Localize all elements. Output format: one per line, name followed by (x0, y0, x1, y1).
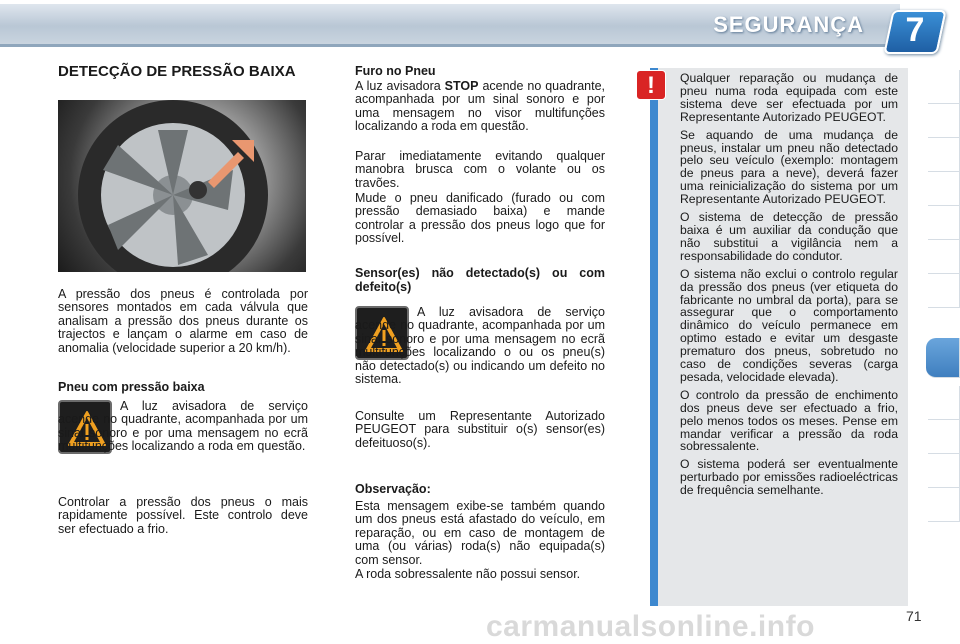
notice-paragraph: O sistema não exclui o controlo regular da pressão dos pneus (ver etiqueta do fabricante no umbral da porta), para se assegurar que o comportamento dinâmico do veículo permanece em optimo estado e evitar um desgaste prematuro dos pneus, sobretudo no caso de condições severas (carga pesada, velocidade elevada). (680, 266, 898, 384)
low-pressure-text-2: Controlar a pressão dos pneus o mais rapidamente possível. Este controlo deve ser efectuado a frio. (58, 495, 308, 536)
notice-paragraph: O sistema poderá ser eventualmente perturbado por emissões radioeléctricas de frequência semelhante. (680, 457, 898, 498)
chapter-tab[interactable] (928, 488, 960, 522)
chapter-tab[interactable] (928, 104, 960, 138)
flat-tyre-text-1-post: acende no quadrante, acompanhada por um sinal sonoro e por uma mensagem no visor multifunções localizando a roda em questão. (355, 79, 606, 134)
watermark: carmanualsonline.info (486, 610, 815, 643)
notice-paragraph: Se aquando de uma mudança de pneus, instalar um pneu não detectado pelo seu veículo (exemplo: montagem de pneus para a neve), deverá fazer uma reinicialização do sistema por um Representante Autorizado PEUGEOT. (680, 127, 898, 207)
sensor-text-1: A luz avisadora de serviço acende no quadrante, acompanhada por um sinal sonoro e por uma mensagem no ecrã multifunções localizando o ou os pneu(s) não detectado(s) ou indicando um defeito no sistema. (355, 305, 605, 387)
low-pressure-text-1: A luz avisadora de serviço acende no quadrante, acompanhada por um sinal sonoro e por uma mensagem no ecrã multifunções localizando a roda em questão. (58, 399, 308, 454)
note-text-2: A roda sobressalente não possui sensor. (355, 567, 581, 581)
notice-text (680, 72, 898, 502)
note-text-1: Esta mensagem exibe-se também quando um dos pneus está afastado do veículo, em reparação, ou em caso de montagem de uma (ou várias) roda(s) não equipada(s) com sensor. (355, 499, 605, 567)
stop-label: STOP (444, 79, 479, 93)
flat-tyre-text-3: Mude o pneu danificado (furado ou com pressão demasiado baixa) e mande controlar a pressão dos pneus logo que for possível. (355, 191, 605, 246)
page-header (0, 0, 960, 48)
wheel-illustration (58, 100, 306, 272)
header-stripe (0, 44, 900, 47)
section-title: SEGURANÇA (713, 12, 864, 37)
flat-tyre-text-1-pre: A luz avisadora (355, 79, 441, 93)
chapter-tab[interactable] (928, 70, 960, 104)
note-heading: Observação: (355, 482, 431, 496)
exclamation-icon: ! (636, 70, 666, 100)
page-number: 71 (906, 608, 922, 624)
chapter-tab[interactable] (928, 274, 960, 308)
chapter-tab[interactable] (928, 240, 960, 274)
sensor-heading: Sensor(es) não detectado(s) ou com defeito(s) (355, 266, 605, 294)
chapter-tab[interactable] (928, 206, 960, 240)
low-pressure-heading: Pneu com pressão baixa (58, 380, 205, 394)
chapter-tab[interactable] (928, 138, 960, 172)
notice-paragraph: Qualquer reparação ou mudança de pneu numa roda equipada com este sistema deve ser efectuada por um Representante Autorizado PEUGEOT. (680, 71, 898, 124)
flat-tyre-text-1 (355, 80, 605, 134)
chapter-tabs (928, 70, 960, 550)
tyre-valve-photo (58, 100, 306, 272)
chapter-tab[interactable] (928, 386, 960, 420)
flat-tyre-heading: Furo no Pneu (355, 64, 436, 78)
notice-paragraph: O sistema de detecção de pressão baixa é um auxiliar da condução que não substitui a vigilância nem a responsabilidade do condutor. (680, 210, 898, 263)
chapter-tab[interactable] (928, 454, 960, 488)
sensor-text-2: Consulte um Representante Autorizado PEUGEOT para substituir o(s) sensor(es) defeituoso(s). (355, 409, 605, 450)
notice-paragraph: O controlo da pressão de enchimento dos pneus deve ser efectuado a frio, pelo menos todos os meses. Pense em mandar verificar a pressão da roda sobressalente. (680, 387, 898, 454)
page-title: DETECÇÃO DE PRESSÃO BAIXA (58, 63, 296, 80)
chapter-tab-active[interactable] (926, 338, 960, 378)
chapter-tab[interactable] (928, 172, 960, 206)
chapter-number: 7 (905, 11, 925, 49)
chapter-tab[interactable] (928, 420, 960, 454)
intro-paragraph: A pressão dos pneus é controlada por sensores montados em cada válvula que analisam a pressão dos pneus durante os trajectos e lançam o alarme em caso de anomalia (velocidade superior a 20 km/h). (58, 287, 308, 355)
flat-tyre-text-2: Parar imediatamente evitando qualquer manobra brusca com o volante ou os travões. (355, 149, 605, 190)
